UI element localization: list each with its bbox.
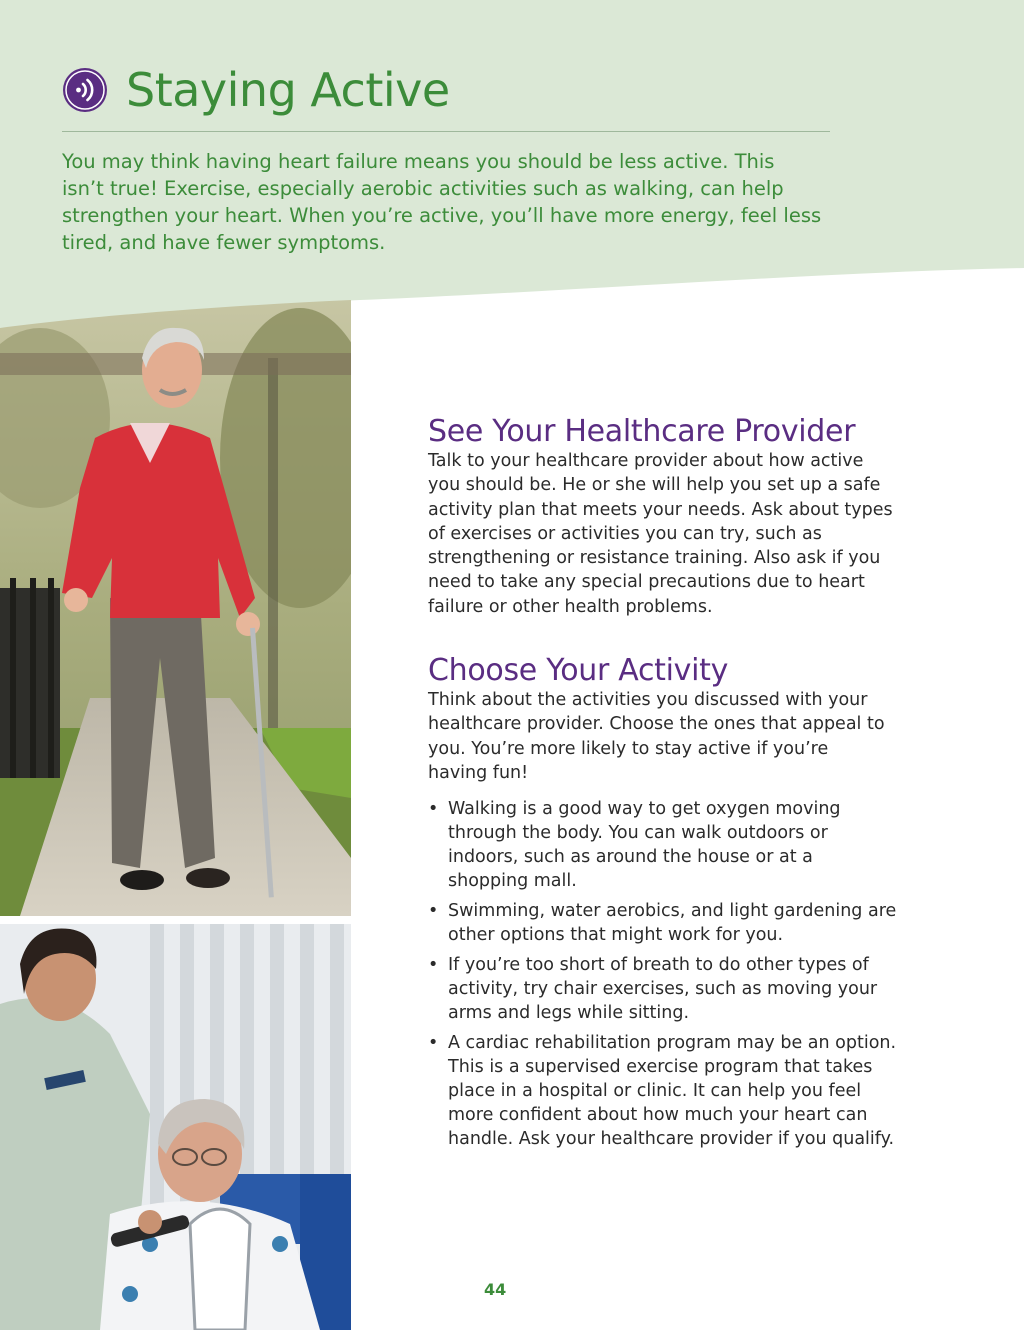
bullet-icon: • [428, 1033, 439, 1054]
section-heading-healthcare-provider: See Your Healthcare Provider [428, 414, 856, 449]
list-item [428, 953, 898, 1025]
page-number: 44 [484, 1280, 507, 1299]
audio-icon[interactable] [62, 67, 108, 113]
title-row [62, 58, 450, 122]
photo-cardiac-rehab [0, 924, 351, 1330]
section-body-healthcare-provider: Talk to your healthcare provider about how active you should be. He or she will help you set up a safe activity plan that meets your needs. Ask about types of exercises or activities you can try, such as strengthening or resistance training. Also ask if you need to take any special precautions due to heart failure or other health problems. [428, 451, 893, 617]
list-item [428, 899, 898, 947]
list-item-text: A cardiac rehabilitation program may be an option. This is a supervised exercise program that takes place in a hospital or clinic. It can help you feel more confident about how much your heart can handle. Ask your healthcare provider if you qualify. [448, 1033, 897, 1150]
page-title: Staying Active [126, 63, 450, 117]
intro-paragraph: You may think having heart failure means you should be less active. This isn’t true! Exercise, especially aerobic activities such as walking, can help strengthen your heart. When you’re active, you’ll have more energy, feel less tired, and have fewer symptoms. [62, 150, 822, 254]
activity-list [428, 797, 898, 1151]
list-item [428, 1031, 898, 1151]
bullet-icon: • [428, 799, 439, 820]
title-divider [62, 131, 830, 132]
bullet-icon: • [428, 955, 439, 976]
photo-man-walking [0, 298, 351, 916]
list-item-text: Swimming, water aerobics, and light gardening are other options that might work for you. [448, 901, 897, 946]
section-heading-choose-activity: Choose Your Activity [428, 653, 729, 689]
list-item-text: Walking is a good way to get oxygen moving through the body. You can walk outdoors or indoors, such as around the house or at a shopping mall. [448, 799, 841, 892]
list-item-text: If you’re too short of breath to do other types of activity, try chair exercises, such as moving your arms and legs while sitting. [448, 955, 878, 1024]
main-content [428, 414, 898, 1157]
list-item [428, 797, 898, 893]
section-body-choose-activity: Think about the activities you discussed with your healthcare provider. Choose the ones that appeal to you. You’re more likely to stay active if you’re having fun! [428, 690, 885, 783]
bullet-icon: • [428, 901, 439, 922]
